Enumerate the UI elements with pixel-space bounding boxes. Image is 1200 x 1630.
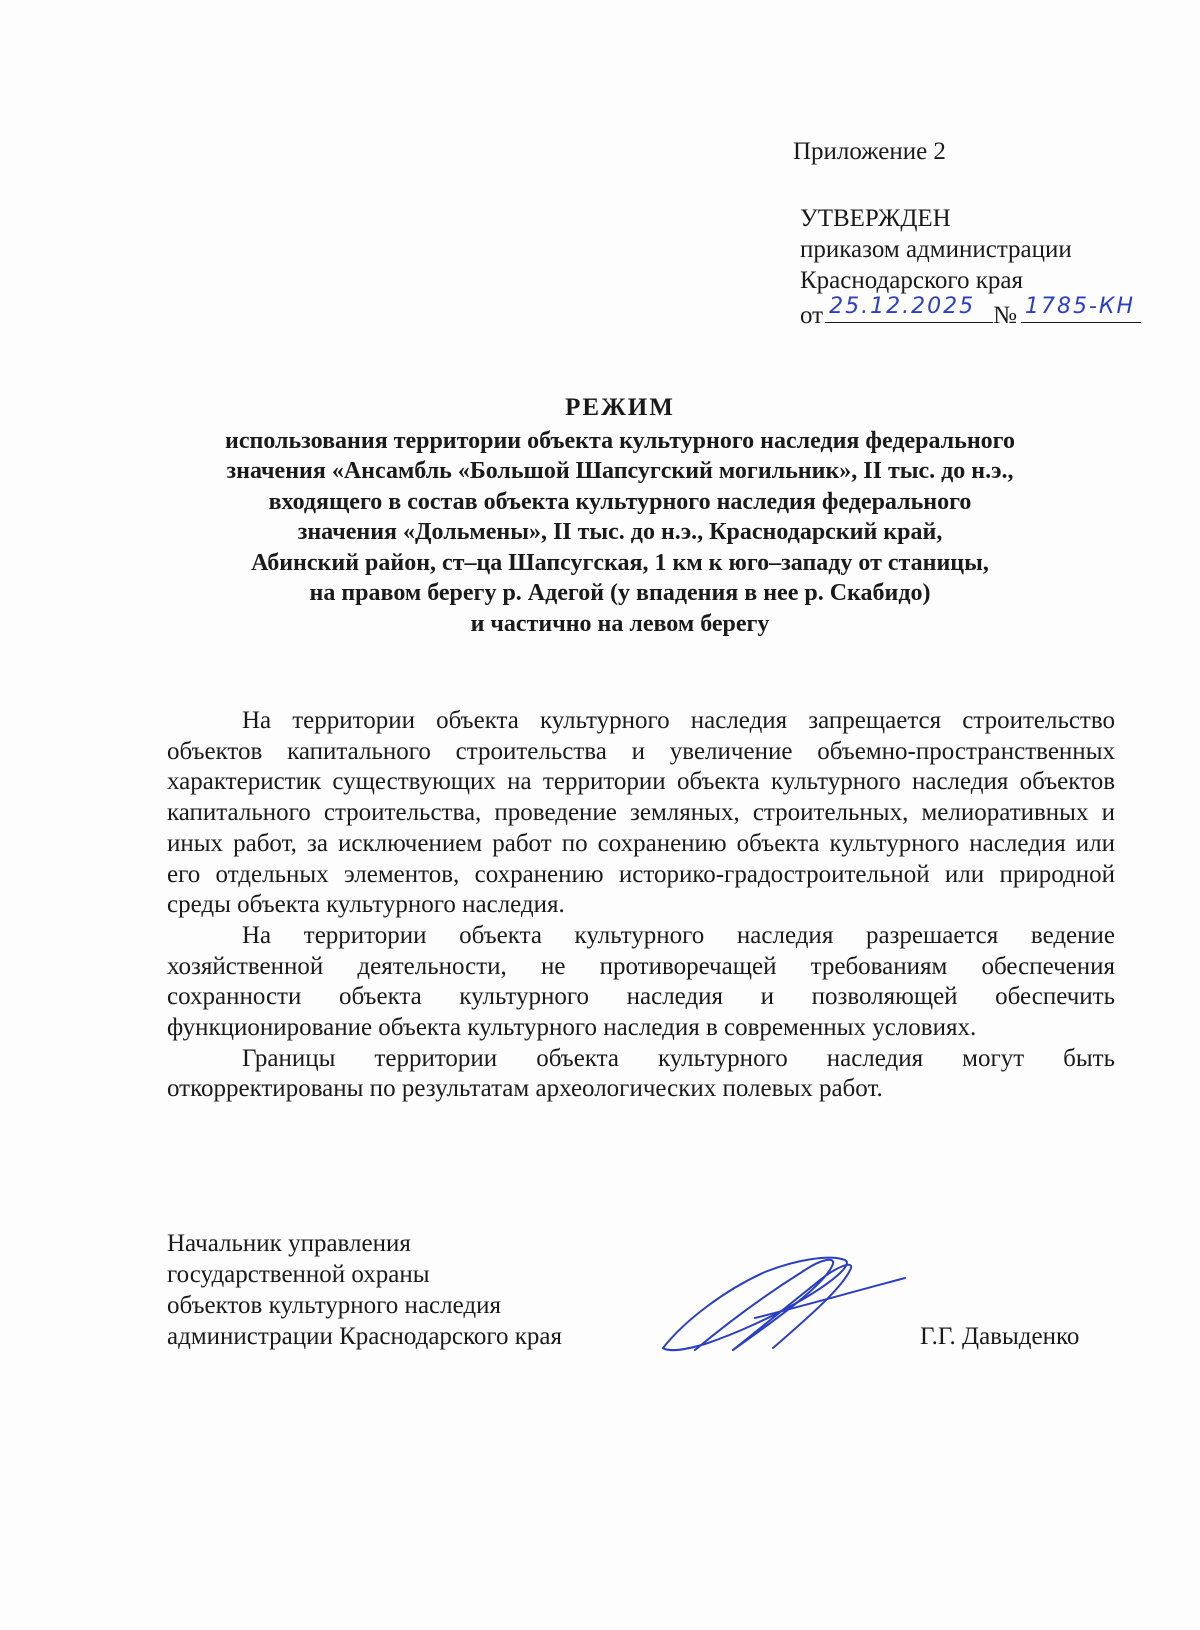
approval-line-2: Краснодарского края [800, 267, 1023, 294]
body-text [167, 706, 1115, 1105]
title-line: использования территории объекта культурного наследия федерального [225, 427, 1015, 454]
date-prefix: от [800, 302, 824, 329]
body-paragraph: На территории объекта культурного наследия разрешается ведение хозяйственной деятельности, не противоречащей требованиям обеспечения сохранности объекта культурного наследия и позволяющей обеспечить функционирование объекта культурного наследия в современных условиях. [167, 921, 1115, 1042]
approval-line-1: приказом администрации [800, 236, 1072, 263]
title-line: значения «Дольмены», II тыс. до н.э., Краснодарский край, [297, 519, 943, 545]
date-field [825, 296, 993, 323]
title-line: и частично на левом берегу [470, 610, 770, 637]
document-title [140, 393, 1100, 639]
position-line: администрации Краснодарского края [167, 1323, 563, 1350]
number-prefix: № [993, 302, 1017, 329]
title-line: Абинский район, ст–ца Шапсугская, 1 км к юго–западу от станицы, [251, 549, 989, 576]
title-line: входящего в состав объекта культурного наследия федерального [268, 488, 972, 515]
title-heading: РЕЖИМ [565, 394, 675, 421]
body-paragraph: Границы территории объекта культурного наследия могут быть откорректированы по результатам археологических полевых работ. [167, 1044, 1115, 1103]
signatory-position [167, 1228, 562, 1352]
body-paragraph: На территории объекта культурного наследия запрещается строительство объектов капитального строительства и увеличение объемно-пространственных характеристик существующих на территории объекта культурного наследия объектов капитального строительства, проведение земляных, строительных, мелиоративных и иных работ, за исключением работ по сохранению объекта культурного наследия или его отдельных элементов, сохранению историко-градостроительной или природной среды объекта культурного наследия. [167, 707, 1115, 919]
approval-reference [800, 296, 1180, 331]
handwritten-signature [655, 1250, 915, 1360]
handwritten-date: 25.12.2025 [829, 294, 976, 319]
title-line: значения «Ансамбль «Большой Шапсугский могильник», II тыс. до н.э., [226, 458, 1014, 484]
appendix-label: Приложение 2 [793, 138, 946, 165]
number-field [1021, 296, 1141, 323]
position-line: Начальник управления [167, 1230, 411, 1257]
title-line: на правом берегу р. Адегой (у впадения в нее р. Скабидо) [309, 580, 931, 606]
approval-heading: УТВЕРЖДЕН [800, 205, 951, 232]
signer-name: Г.Г. Давыденко [920, 1323, 1080, 1350]
position-line: объектов культурного наследия [167, 1292, 501, 1319]
approval-stamp [800, 203, 1180, 331]
handwritten-number: 1785-КН [1024, 294, 1136, 319]
position-line: государственной охраны [167, 1261, 430, 1288]
